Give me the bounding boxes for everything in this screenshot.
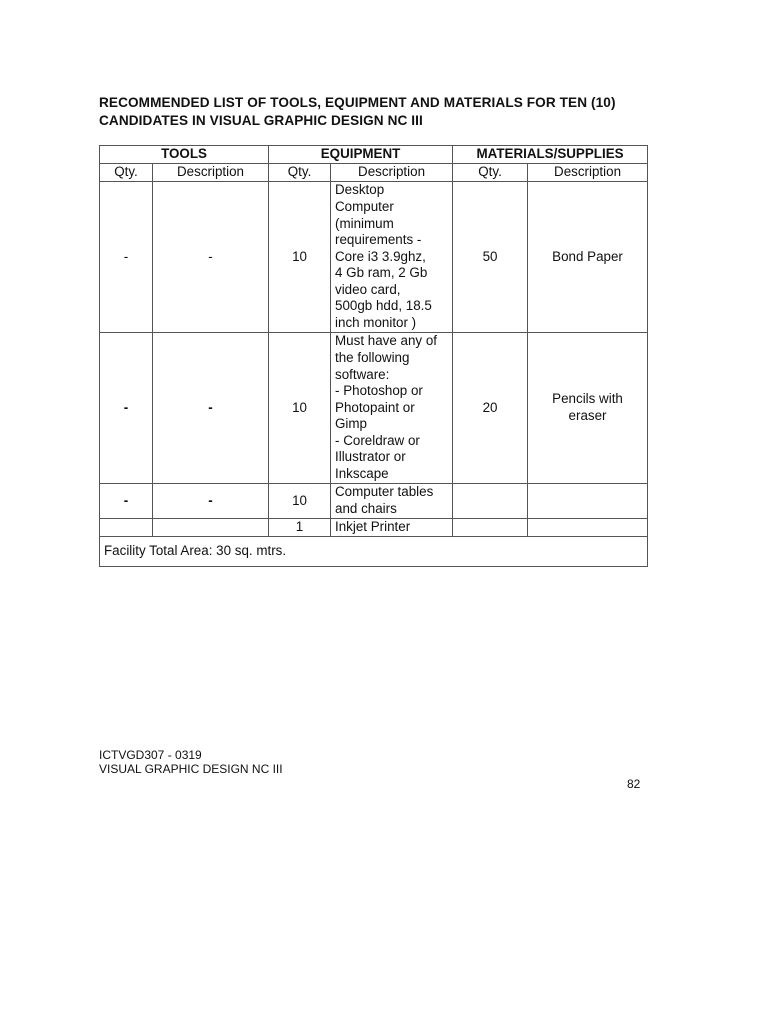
desc-line: and chairs xyxy=(335,501,397,516)
tools-qty-cell: - xyxy=(100,182,153,333)
desc-line: Gimp xyxy=(335,416,368,432)
equipment-description-cell xyxy=(331,182,453,333)
page-footer xyxy=(99,748,283,776)
tools-description-cell xyxy=(153,519,269,537)
materials-qty-cell xyxy=(453,519,528,537)
subheader-equipment-qty: Qty. xyxy=(269,164,331,182)
desc-line: the following xyxy=(335,349,410,365)
equipment-description-cell xyxy=(331,333,453,484)
tools-qty-cell xyxy=(100,519,153,537)
subheader-materials-qty: Qty. xyxy=(453,164,528,182)
desc-line: Must have any of xyxy=(335,333,437,349)
tools-qty-cell: - xyxy=(100,333,153,484)
equipment-description-cell xyxy=(331,484,453,519)
page-number: 82 xyxy=(627,777,641,791)
materials-qty-cell xyxy=(453,484,528,519)
tools-qty-cell: - xyxy=(100,484,153,519)
desc-line: Computer tables xyxy=(335,484,434,500)
materials-qty-cell: 20 xyxy=(453,333,528,484)
desc-line: requirements - xyxy=(335,232,422,248)
materials-description-cell xyxy=(528,519,648,537)
desc-line: Illustrator or xyxy=(335,449,406,465)
requirements-table xyxy=(99,145,648,567)
desc-line: Bond Paper xyxy=(552,248,623,264)
desc-line: (minimum xyxy=(335,215,394,231)
desc-line: Inkscape xyxy=(335,466,389,482)
desc-line: Inkjet Printer xyxy=(335,519,411,534)
tools-description-cell: - xyxy=(153,484,269,519)
subheader-row xyxy=(100,164,648,182)
desc-line: inch monitor ) xyxy=(335,315,417,331)
group-header-row xyxy=(100,146,648,164)
subheader-materials-description: Description xyxy=(528,164,648,182)
subheader-tools-description: Description xyxy=(153,164,269,182)
equipment-qty-cell: 10 xyxy=(269,182,331,333)
equipment-qty-cell: 10 xyxy=(269,333,331,484)
facility-area-row xyxy=(100,536,648,566)
desc-line: eraser xyxy=(568,408,607,423)
desc-line: Computer xyxy=(335,198,394,214)
group-header-tools: TOOLS xyxy=(100,146,269,164)
desc-line: 500gb hdd, 18.5 xyxy=(335,298,432,314)
desc-line: Photopaint or xyxy=(335,399,415,415)
desc-line: - Photoshop or xyxy=(335,383,423,399)
facility-area-note: Facility Total Area: 30 sq. mtrs. xyxy=(100,536,648,566)
materials-description-cell xyxy=(528,484,648,519)
desc-line: video card, xyxy=(335,281,401,297)
group-header-equipment: EQUIPMENT xyxy=(269,146,453,164)
subheader-tools-qty: Qty. xyxy=(100,164,153,182)
group-header-materials: MATERIALS/SUPPLIES xyxy=(453,146,648,164)
desc-line: 4 Gb ram, 2 Gb xyxy=(335,265,428,281)
desc-line: Desktop xyxy=(335,182,385,198)
title-line-2: CANDIDATES IN VISUAL GRAPHIC DESIGN NC III xyxy=(99,113,423,128)
table-row xyxy=(100,484,648,519)
equipment-description-cell xyxy=(331,519,453,537)
title-line-1: RECOMMENDED LIST OF TOOLS, EQUIPMENT AND MATERIALS FOR TEN (10) xyxy=(99,95,616,110)
footer-code: ICTVGD307 - 0319 xyxy=(99,748,202,762)
table-row xyxy=(100,333,648,484)
desc-line: - Coreldraw or xyxy=(335,432,420,448)
equipment-qty-cell: 10 xyxy=(269,484,331,519)
footer-name: VISUAL GRAPHIC DESIGN NC III xyxy=(99,762,283,776)
equipment-qty-cell: 1 xyxy=(269,519,331,537)
table-row xyxy=(100,182,648,333)
tools-description-cell: - xyxy=(153,182,269,333)
table-row xyxy=(100,519,648,537)
materials-description-cell xyxy=(528,333,648,484)
desc-line: Pencils with xyxy=(552,391,623,407)
subheader-equipment-description: Description xyxy=(331,164,453,182)
materials-description-cell xyxy=(528,182,648,333)
document-title xyxy=(99,94,659,130)
materials-qty-cell: 50 xyxy=(453,182,528,333)
desc-line: Core i3 3.9ghz, xyxy=(335,248,426,264)
desc-line: software: xyxy=(335,366,390,382)
tools-description-cell: - xyxy=(153,333,269,484)
